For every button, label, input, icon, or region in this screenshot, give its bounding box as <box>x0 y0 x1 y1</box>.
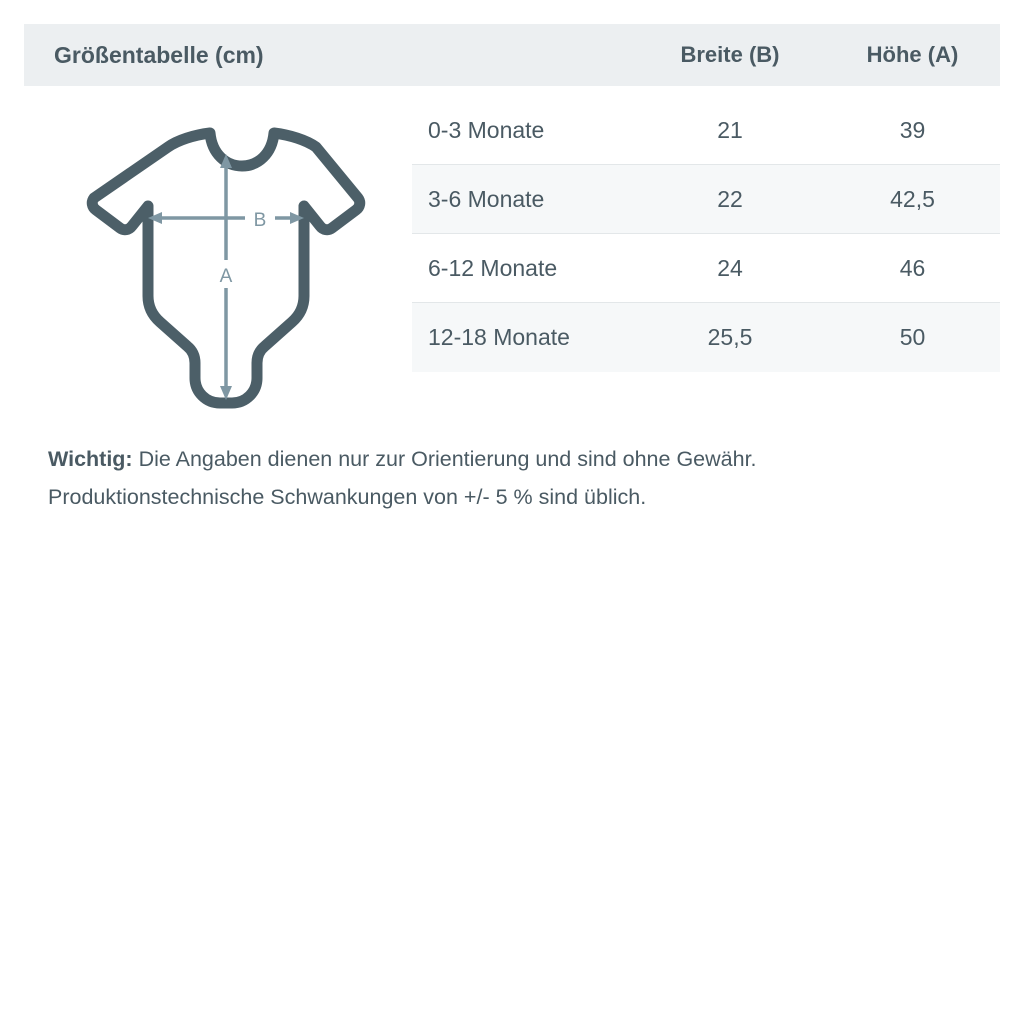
disclaimer-label: Wichtig: <box>48 447 133 471</box>
table-row <box>412 234 1000 303</box>
size-chart-header <box>24 24 1000 86</box>
cell-height: 39 <box>899 116 926 143</box>
table-row <box>412 303 1000 372</box>
cell-size: 6-12 Monate <box>428 254 558 281</box>
table-row <box>412 165 1000 234</box>
cell-height: 50 <box>899 324 926 350</box>
column-header-width: Breite (B) <box>680 42 780 67</box>
cell-height: 42,5 <box>890 185 935 212</box>
cell-height: 46 <box>899 254 926 281</box>
cell-size: 3-6 Monate <box>428 185 545 212</box>
column-header-height: Höhe (A) <box>866 42 959 67</box>
disclaimer-line-2: Produktionstechnische Schwankungen von +/- 5 % sind üblich. <box>48 485 647 509</box>
label-height: A <box>219 266 233 287</box>
bodysuit-icon <box>60 110 390 420</box>
disclaimer-note <box>48 440 978 516</box>
cell-width: 22 <box>717 185 743 212</box>
cell-width: 24 <box>717 254 743 281</box>
cell-size: 12-18 Monate <box>428 324 570 350</box>
table-row <box>412 96 1000 165</box>
size-table <box>412 96 1000 372</box>
label-width: B <box>253 210 267 231</box>
cell-size: 0-3 Monate <box>428 116 545 143</box>
disclaimer-line-1: Die Angaben dienen nur zur Orientierung und sind ohne Gewähr. <box>132 447 757 471</box>
cell-width: 21 <box>717 116 743 143</box>
garment-diagram <box>60 110 390 420</box>
cell-width: 25,5 <box>707 324 753 350</box>
page-title: Größentabelle (cm) <box>54 41 264 68</box>
